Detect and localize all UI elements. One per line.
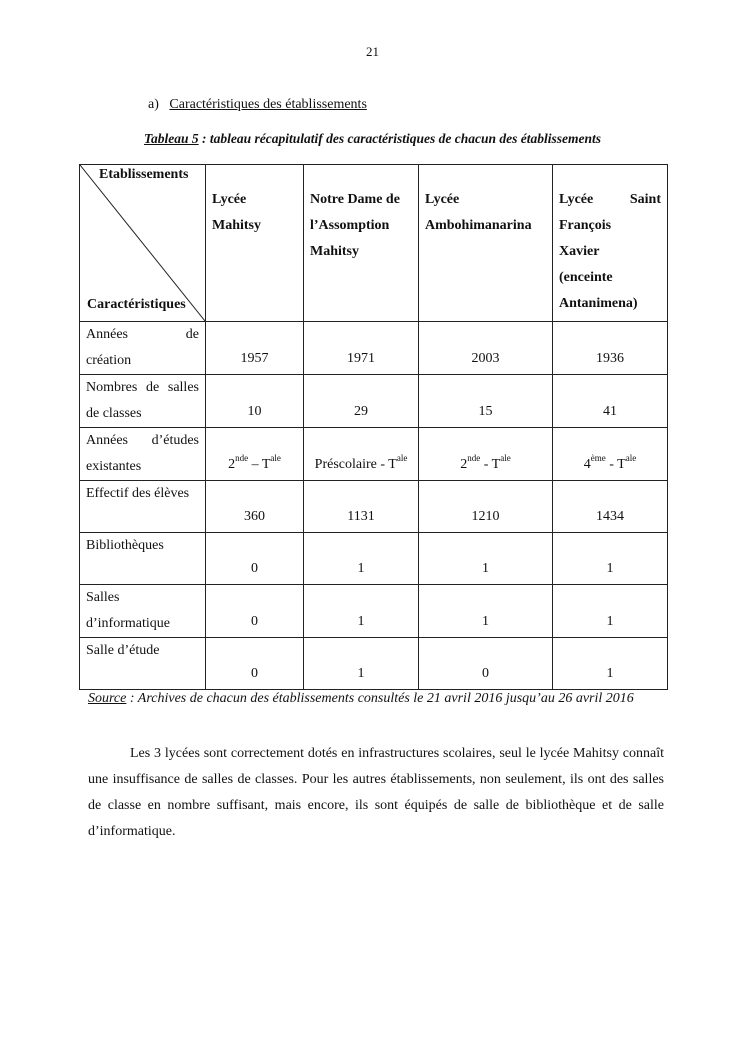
table-cell bbox=[304, 428, 419, 481]
table-cell bbox=[206, 375, 304, 428]
table-cell bbox=[304, 585, 419, 638]
row-label-line: Nombres de salles bbox=[86, 380, 199, 395]
table-cell bbox=[304, 322, 419, 375]
column-header-line: Lycée Saint bbox=[559, 192, 661, 207]
column-header-line: Lycée bbox=[212, 192, 247, 207]
table-cell bbox=[206, 638, 304, 690]
cell-value: 1 bbox=[606, 561, 614, 576]
row-label-line: Effectif des élèves bbox=[86, 486, 190, 501]
level-separator: – T bbox=[248, 457, 271, 472]
table-row bbox=[80, 533, 668, 585]
table-cell bbox=[419, 585, 553, 638]
cell-value: 1131 bbox=[347, 509, 375, 524]
summary-table bbox=[79, 164, 668, 690]
row-label-line: Salle d’étude bbox=[86, 643, 160, 658]
cell-value: 0 bbox=[482, 666, 489, 681]
table-cell bbox=[419, 322, 553, 375]
row-label bbox=[80, 585, 206, 638]
column-header bbox=[206, 165, 304, 322]
cell-value: 1 bbox=[482, 614, 489, 629]
row-label-line: Salles bbox=[86, 590, 120, 605]
source-text: : Archives de chacun des établissements consultés le 21 avril 2016 jusqu’au 26 avril 2016 bbox=[126, 691, 634, 706]
row-label-line: de classes bbox=[86, 406, 142, 421]
row-label bbox=[80, 322, 206, 375]
table-cell bbox=[419, 481, 553, 533]
table-cell bbox=[419, 533, 553, 585]
level-separator: - T bbox=[480, 457, 501, 472]
column-header-line: Xavier bbox=[559, 244, 600, 259]
table-cell bbox=[419, 638, 553, 690]
cell-value: 1971 bbox=[347, 351, 375, 366]
cell-value: 0 bbox=[251, 666, 258, 681]
cell-value: 15 bbox=[478, 404, 493, 419]
body-paragraph: Les 3 lycées sont correctement dotés en infrastructures scolaires, seul le lycée Mahitsy connaît une insuffisance de salles de classes. Pour les autres établissements, non seulement, ils ont des salles de classe en nombre suffisant, mais encore, ils sont équipés de salle de bibliothèque et de salle d’informatique. bbox=[88, 746, 664, 839]
table-cell bbox=[553, 638, 668, 690]
caption-label: Tableau 5 bbox=[144, 131, 199, 146]
level-start-suffix: nde bbox=[467, 453, 481, 463]
table-cell bbox=[206, 481, 304, 533]
corner-top-label: Etablissements bbox=[99, 167, 189, 182]
table-caption bbox=[0, 131, 745, 147]
cell-value: 29 bbox=[354, 404, 368, 419]
table-cell bbox=[553, 375, 668, 428]
caption-text: : tableau récapitulatif des caractéristiques de chacun des établissements bbox=[198, 131, 601, 146]
row-label-line: Années de bbox=[86, 327, 199, 342]
table-row bbox=[80, 585, 668, 638]
table-cell bbox=[553, 481, 668, 533]
table-cell bbox=[553, 322, 668, 375]
cell-value: 1 bbox=[606, 666, 614, 681]
cell-value: 1 bbox=[482, 561, 489, 576]
level-separator: - T bbox=[605, 457, 626, 472]
cell-value: 1210 bbox=[471, 509, 500, 524]
table-cell bbox=[304, 481, 419, 533]
section-heading bbox=[148, 97, 367, 113]
page-number: 21 bbox=[366, 44, 379, 59]
column-header-line: Lycée bbox=[425, 192, 460, 207]
row-label bbox=[80, 375, 206, 428]
cell-value: 1 bbox=[357, 561, 365, 576]
column-header bbox=[419, 165, 553, 322]
row-label-line: d’informatique bbox=[86, 616, 170, 631]
column-header-line: Ambohimanarina bbox=[425, 218, 532, 233]
cell-value: 1936 bbox=[596, 351, 624, 366]
column-header-line: l’Assomption bbox=[310, 218, 390, 233]
column-header bbox=[553, 165, 668, 322]
table-cell bbox=[419, 428, 553, 481]
table-cell bbox=[304, 533, 419, 585]
table-cell bbox=[206, 428, 304, 481]
column-header-line: Notre Dame de bbox=[310, 192, 400, 207]
cell-value: 10 bbox=[247, 404, 262, 419]
cell-value: 0 bbox=[251, 561, 258, 576]
table-cell bbox=[206, 533, 304, 585]
corner-bottom-label: Caractéristiques bbox=[87, 297, 186, 312]
table-source bbox=[88, 686, 648, 712]
table-row bbox=[80, 375, 668, 428]
row-label-line: création bbox=[86, 353, 132, 368]
cell-value: 1 bbox=[606, 614, 614, 629]
cell-value: 2003 bbox=[471, 351, 500, 366]
corner-cell bbox=[80, 165, 206, 322]
column-header-line: Mahitsy bbox=[212, 218, 261, 233]
cell-value: 1957 bbox=[240, 351, 269, 366]
level-start: 2 bbox=[228, 457, 236, 472]
cell-value: 1434 bbox=[596, 509, 624, 524]
table-cell bbox=[553, 533, 668, 585]
cell-value: 360 bbox=[244, 509, 265, 524]
table-cell bbox=[206, 585, 304, 638]
level-end-suffix: ale bbox=[396, 453, 408, 463]
column-header-line: Mahitsy bbox=[310, 244, 359, 259]
row-label bbox=[80, 533, 206, 585]
cell-value: 41 bbox=[603, 404, 617, 419]
table-cell bbox=[553, 585, 668, 638]
row-label bbox=[80, 428, 206, 481]
level-start: 4 bbox=[583, 457, 591, 472]
section-marker: a) bbox=[148, 97, 159, 112]
table-row bbox=[80, 638, 668, 690]
table-row bbox=[80, 428, 668, 481]
row-label-line: Bibliothèques bbox=[86, 538, 164, 553]
row-label-line: Années d’études bbox=[86, 433, 199, 448]
section-title: Caractéristiques des établissements bbox=[169, 97, 367, 112]
level-end-suffix: ale bbox=[500, 453, 511, 463]
level-separator: Préscolaire - T bbox=[314, 457, 397, 472]
row-label-line: existantes bbox=[86, 459, 142, 474]
column-header-line: Antanimena) bbox=[559, 296, 638, 311]
cell-value: 1 bbox=[357, 666, 365, 681]
table-row bbox=[80, 322, 668, 375]
table-cell bbox=[553, 428, 668, 481]
table-cell bbox=[206, 322, 304, 375]
column-header-line: (enceinte bbox=[559, 270, 613, 285]
source-label: Source bbox=[88, 691, 127, 706]
table-cell bbox=[304, 638, 419, 690]
row-label bbox=[80, 481, 206, 533]
level-start-suffix: ème bbox=[590, 453, 606, 463]
column-header bbox=[304, 165, 419, 322]
column-header-line: François bbox=[559, 218, 612, 233]
level-start-suffix: nde bbox=[235, 453, 249, 463]
cell-value: 0 bbox=[251, 614, 258, 629]
row-label bbox=[80, 638, 206, 690]
level-start: 2 bbox=[460, 457, 468, 472]
level-end-suffix: ale bbox=[270, 453, 281, 463]
cell-value: 1 bbox=[357, 614, 365, 629]
table-cell bbox=[304, 375, 419, 428]
table-cell bbox=[419, 375, 553, 428]
level-end-suffix: ale bbox=[625, 453, 637, 463]
table-header-row bbox=[80, 165, 668, 322]
table-row bbox=[80, 481, 668, 533]
